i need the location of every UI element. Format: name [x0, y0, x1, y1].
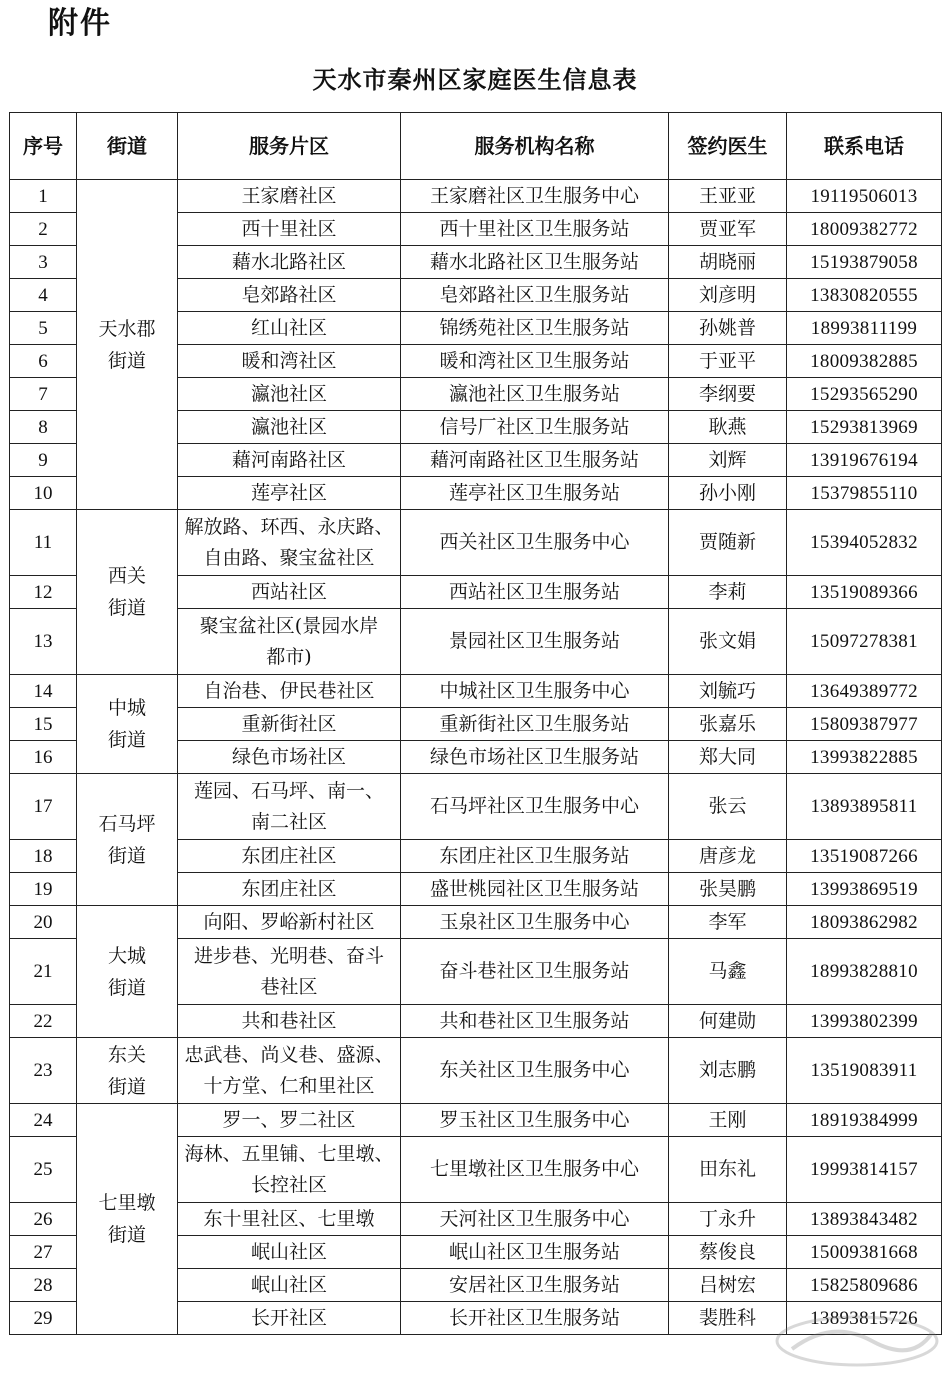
- row-seq: 14: [10, 675, 77, 708]
- doctor-name: 刘彦明: [669, 279, 787, 312]
- phone-number: 18993811199: [787, 312, 942, 345]
- service-org: 莲亭社区卫生服务站: [401, 477, 669, 510]
- service-org: 景园社区卫生服务站: [401, 609, 669, 675]
- row-seq: 17: [10, 774, 77, 840]
- row-seq: 19: [10, 873, 77, 906]
- row-seq: 11: [10, 510, 77, 576]
- doctor-name: 马鑫: [669, 939, 787, 1005]
- doctor-name: 贾亚军: [669, 213, 787, 246]
- row-seq: 1: [10, 180, 77, 213]
- street-name: 七里墩 街道: [77, 1104, 178, 1335]
- service-org: 西站社区卫生服务站: [401, 576, 669, 609]
- service-area: 罗一、罗二社区: [178, 1104, 401, 1137]
- service-area: 皂郊路社区: [178, 279, 401, 312]
- table-row: [10, 510, 942, 576]
- phone-number: 15379855110: [787, 477, 942, 510]
- service-area: 聚宝盆社区(景园水岸 都市): [178, 609, 401, 675]
- doctor-name: 蔡俊良: [669, 1236, 787, 1269]
- doctor-name: 刘志鹏: [669, 1038, 787, 1104]
- row-seq: 5: [10, 312, 77, 345]
- service-org: 暖和湾社区卫生服务站: [401, 345, 669, 378]
- service-org: 王家磨社区卫生服务中心: [401, 180, 669, 213]
- service-org: 东团庄社区卫生服务站: [401, 840, 669, 873]
- doctor-name: 张昊鹏: [669, 873, 787, 906]
- phone-number: 18009382885: [787, 345, 942, 378]
- doctor-info-table: [9, 112, 942, 1335]
- row-seq: 21: [10, 939, 77, 1005]
- row-seq: 25: [10, 1137, 77, 1203]
- doctor-name: 丁永升: [669, 1203, 787, 1236]
- table-row: [10, 675, 942, 708]
- service-area: 解放路、环西、永庆路、 自由路、聚宝盆社区: [178, 510, 401, 576]
- row-seq: 29: [10, 1302, 77, 1335]
- doctor-name: 王亚亚: [669, 180, 787, 213]
- service-area: 重新街社区: [178, 708, 401, 741]
- doctor-name: 耿燕: [669, 411, 787, 444]
- doctor-name: 张文娟: [669, 609, 787, 675]
- service-area: 进步巷、光明巷、奋斗 巷社区: [178, 939, 401, 1005]
- column-header-org: 服务机构名称: [401, 113, 669, 180]
- row-seq: 16: [10, 741, 77, 774]
- phone-number: 15009381668: [787, 1236, 942, 1269]
- service-area: 绿色市场社区: [178, 741, 401, 774]
- doctor-name: 何建勋: [669, 1005, 787, 1038]
- phone-number: 13993822885: [787, 741, 942, 774]
- service-area: 莲园、石马坪、南一、 南二社区: [178, 774, 401, 840]
- service-org: 信号厂社区卫生服务站: [401, 411, 669, 444]
- doctor-name: 唐彦龙: [669, 840, 787, 873]
- service-org: 藉水北路社区卫生服务站: [401, 246, 669, 279]
- doctor-name: 李军: [669, 906, 787, 939]
- row-seq: 18: [10, 840, 77, 873]
- service-area: 向阳、罗峪新村社区: [178, 906, 401, 939]
- doctor-name: 郑大同: [669, 741, 787, 774]
- phone-number: 13519089366: [787, 576, 942, 609]
- service-area: 西站社区: [178, 576, 401, 609]
- street-name: 西关 街道: [77, 510, 178, 675]
- doctor-name: 田东礼: [669, 1137, 787, 1203]
- row-seq: 28: [10, 1269, 77, 1302]
- phone-number: 13519083911: [787, 1038, 942, 1104]
- table-row: [10, 180, 942, 213]
- phone-number: 19993814157: [787, 1137, 942, 1203]
- row-seq: 26: [10, 1203, 77, 1236]
- service-org: 皂郊路社区卫生服务站: [401, 279, 669, 312]
- doctor-name: 王刚: [669, 1104, 787, 1137]
- doctor-name: 于亚平: [669, 345, 787, 378]
- street-name: 大城 街道: [77, 906, 178, 1038]
- doctor-name: 吕树宏: [669, 1269, 787, 1302]
- row-seq: 24: [10, 1104, 77, 1137]
- row-seq: 12: [10, 576, 77, 609]
- column-header-seq: 序号: [10, 113, 77, 180]
- column-header-street: 街道: [77, 113, 178, 180]
- doctor-name: 裴胜科: [669, 1302, 787, 1335]
- service-area: 暖和湾社区: [178, 345, 401, 378]
- service-org: 锦绣苑社区卫生服务站: [401, 312, 669, 345]
- phone-number: 13830820555: [787, 279, 942, 312]
- phone-number: 15293813969: [787, 411, 942, 444]
- service-area: 忠武巷、尚义巷、盛源、 十方堂、仁和里社区: [178, 1038, 401, 1104]
- service-area: 瀛池社区: [178, 378, 401, 411]
- phone-number: 18919384999: [787, 1104, 942, 1137]
- service-area: 莲亭社区: [178, 477, 401, 510]
- column-header-area: 服务片区: [178, 113, 401, 180]
- doctor-name: 李纲要: [669, 378, 787, 411]
- column-header-doctor: 签约医生: [669, 113, 787, 180]
- service-org: 瀛池社区卫生服务站: [401, 378, 669, 411]
- service-org: 石马坪社区卫生服务中心: [401, 774, 669, 840]
- service-area: 岷山社区: [178, 1269, 401, 1302]
- street-name: 中城 街道: [77, 675, 178, 774]
- service-area: 红山社区: [178, 312, 401, 345]
- phone-number: 13993869519: [787, 873, 942, 906]
- street-name: 石马坪 街道: [77, 774, 178, 906]
- phone-number: 13919676194: [787, 444, 942, 477]
- row-seq: 27: [10, 1236, 77, 1269]
- doctor-name: 贾随新: [669, 510, 787, 576]
- phone-number: 15097278381: [787, 609, 942, 675]
- phone-number: 15293565290: [787, 378, 942, 411]
- doctor-name: 孙姚普: [669, 312, 787, 345]
- phone-number: 19119506013: [787, 180, 942, 213]
- service-area: 海林、五里铺、七里墩、 长控社区: [178, 1137, 401, 1203]
- table-row: [10, 1038, 942, 1104]
- row-seq: 10: [10, 477, 77, 510]
- service-org: 盛世桃园社区卫生服务站: [401, 873, 669, 906]
- row-seq: 13: [10, 609, 77, 675]
- row-seq: 15: [10, 708, 77, 741]
- row-seq: 3: [10, 246, 77, 279]
- row-seq: 6: [10, 345, 77, 378]
- phone-number: 15809387977: [787, 708, 942, 741]
- phone-number: 15825809686: [787, 1269, 942, 1302]
- doctor-name: 胡晓丽: [669, 246, 787, 279]
- service-org: 岷山社区卫生服务站: [401, 1236, 669, 1269]
- street-name: 天水郡 街道: [77, 180, 178, 510]
- service-org: 西十里社区卫生服务站: [401, 213, 669, 246]
- row-seq: 22: [10, 1005, 77, 1038]
- service-area: 西十里社区: [178, 213, 401, 246]
- row-seq: 2: [10, 213, 77, 246]
- table-row: [10, 1104, 942, 1137]
- service-area: 瀛池社区: [178, 411, 401, 444]
- service-org: 绿色市场社区卫生服务站: [401, 741, 669, 774]
- column-header-phone: 联系电话: [787, 113, 942, 180]
- table-row: [10, 774, 942, 840]
- service-org: 罗玉社区卫生服务中心: [401, 1104, 669, 1137]
- page-title: 天水市秦州区家庭医生信息表: [312, 66, 638, 94]
- service-area: 藉河南路社区: [178, 444, 401, 477]
- service-area: 王家磨社区: [178, 180, 401, 213]
- street-name: 东关 街道: [77, 1038, 178, 1104]
- doctor-name: 张云: [669, 774, 787, 840]
- phone-number: 13893815726: [787, 1302, 942, 1335]
- service-org: 长开社区卫生服务站: [401, 1302, 669, 1335]
- phone-number: 15193879058: [787, 246, 942, 279]
- phone-number: 15394052832: [787, 510, 942, 576]
- phone-number: 13519087266: [787, 840, 942, 873]
- row-seq: 23: [10, 1038, 77, 1104]
- service-area: 东团庄社区: [178, 873, 401, 906]
- service-area: 东十里社区、七里墩: [178, 1203, 401, 1236]
- watermark-logo: [772, 1311, 942, 1371]
- phone-number: 18993828810: [787, 939, 942, 1005]
- service-org: 玉泉社区卫生服务中心: [401, 906, 669, 939]
- doctor-name: 张嘉乐: [669, 708, 787, 741]
- phone-number: 13893843482: [787, 1203, 942, 1236]
- service-org: 共和巷社区卫生服务站: [401, 1005, 669, 1038]
- phone-number: 18009382772: [787, 213, 942, 246]
- attachment-label: 附件: [48, 6, 112, 41]
- service-org: 奋斗巷社区卫生服务站: [401, 939, 669, 1005]
- table-row: [10, 906, 942, 939]
- phone-number: 13893895811: [787, 774, 942, 840]
- phone-number: 13649389772: [787, 675, 942, 708]
- service-org: 天河社区卫生服务中心: [401, 1203, 669, 1236]
- row-seq: 9: [10, 444, 77, 477]
- row-seq: 4: [10, 279, 77, 312]
- service-org: 七里墩社区卫生服务中心: [401, 1137, 669, 1203]
- service-org: 藉河南路社区卫生服务站: [401, 444, 669, 477]
- row-seq: 7: [10, 378, 77, 411]
- service-org: 安居社区卫生服务站: [401, 1269, 669, 1302]
- doctor-name: 孙小刚: [669, 477, 787, 510]
- doctor-name: 刘辉: [669, 444, 787, 477]
- service-area: 岷山社区: [178, 1236, 401, 1269]
- phone-number: 13993802399: [787, 1005, 942, 1038]
- service-org: 西关社区卫生服务中心: [401, 510, 669, 576]
- service-org: 东关社区卫生服务中心: [401, 1038, 669, 1104]
- service-area: 共和巷社区: [178, 1005, 401, 1038]
- service-area: 东团庄社区: [178, 840, 401, 873]
- service-org: 重新街社区卫生服务站: [401, 708, 669, 741]
- service-area: 长开社区: [178, 1302, 401, 1335]
- service-org: 中城社区卫生服务中心: [401, 675, 669, 708]
- table-header-row: [10, 113, 942, 180]
- service-area: 自治巷、伊民巷社区: [178, 675, 401, 708]
- doctor-name: 刘毓巧: [669, 675, 787, 708]
- row-seq: 20: [10, 906, 77, 939]
- row-seq: 8: [10, 411, 77, 444]
- service-area: 藉水北路社区: [178, 246, 401, 279]
- doctor-name: 李莉: [669, 576, 787, 609]
- phone-number: 18093862982: [787, 906, 942, 939]
